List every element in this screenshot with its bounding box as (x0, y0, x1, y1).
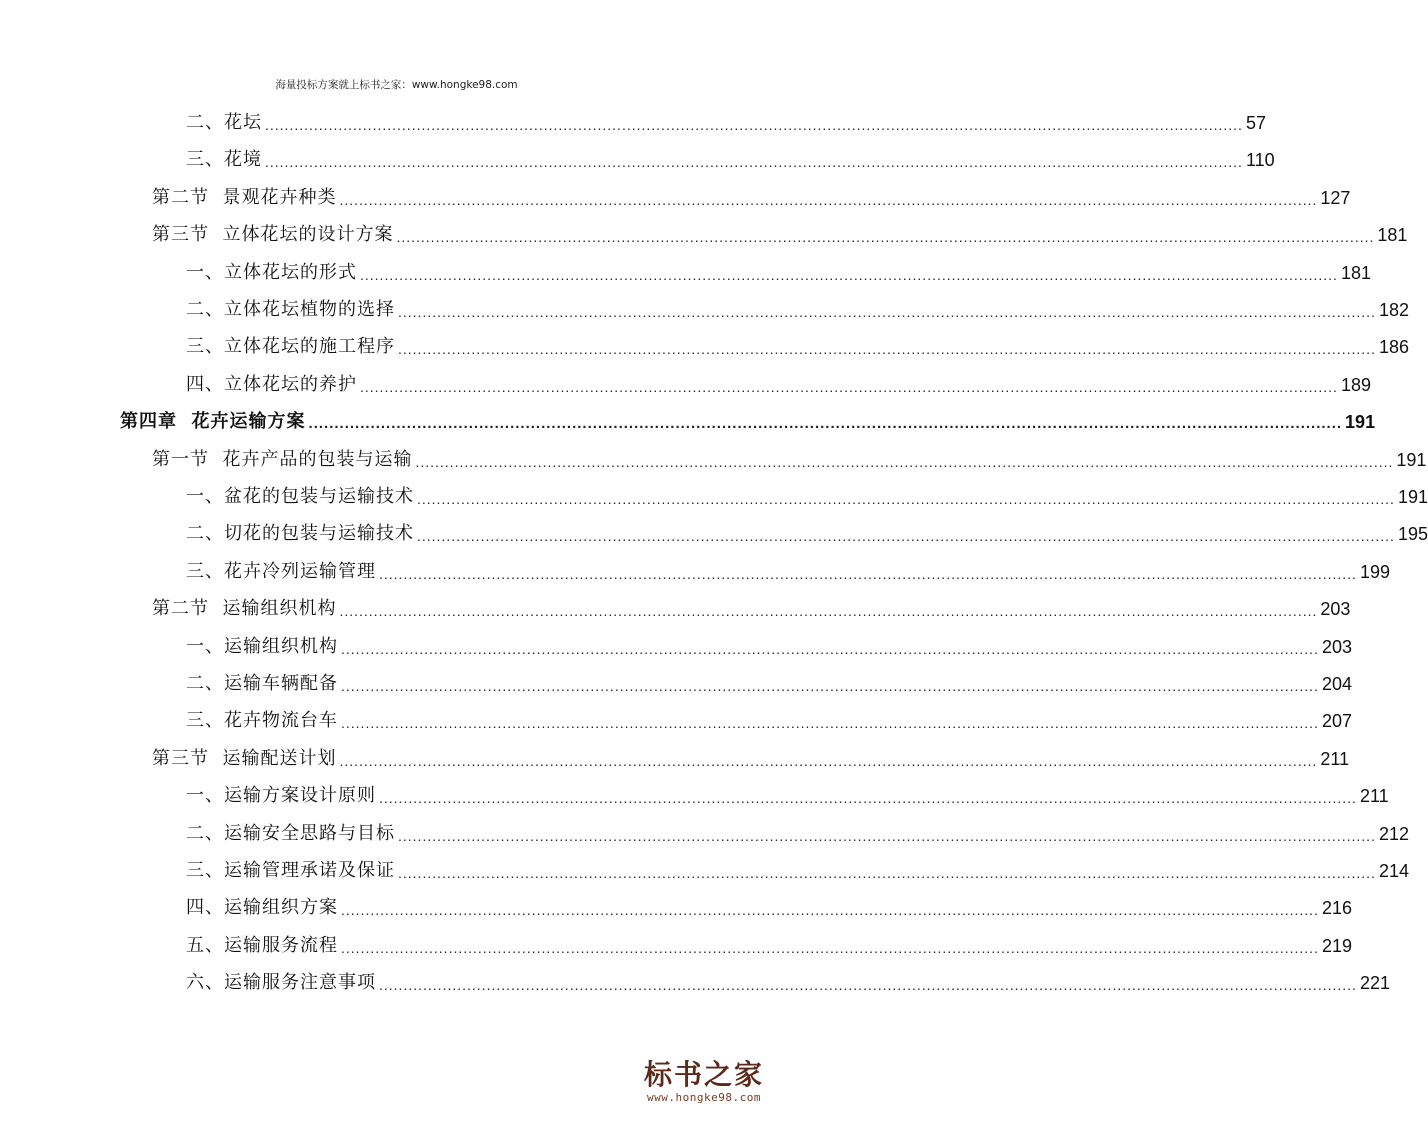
toc-entry-item[interactable] (186, 702, 1352, 732)
toc-entry-page-number: 195 (1397, 524, 1428, 545)
toc-entry-page-number: 191 (1397, 487, 1428, 507)
toc-entry-section[interactable] (152, 441, 1427, 471)
toc-leader-dots: ........................................................................................................................................................................................................ (396, 229, 1375, 246)
toc-entry-page-number: 211 (1320, 748, 1350, 769)
toc-entry-item[interactable] (186, 777, 1389, 807)
toc-entry-page-number: 191 (1345, 412, 1376, 433)
toc-entry-section[interactable] (152, 740, 1350, 770)
toc-leader-dots: ........................................................................................................................................................................................................ (398, 865, 1376, 881)
toc-entry-label: 一、运输组织机构 (186, 635, 338, 657)
toc-leader-dots: ........................................................................................................................................................................................................ (341, 715, 1319, 732)
toc-entry-section[interactable] (152, 590, 1351, 620)
toc-entry-label: 三、花境 (186, 149, 262, 171)
toc-entry-item[interactable] (186, 366, 1371, 396)
toc-entry-label: 四、立体花坛的养护 (186, 373, 357, 395)
toc-leader-dots: ........................................................................................................................................................................................................ (379, 977, 1357, 994)
toc-entry-item[interactable] (186, 141, 1275, 171)
toc-entry-page-number: 221 (1359, 973, 1390, 994)
toc-leader-dots: ........................................................................................................................................................................................................ (415, 453, 1394, 470)
page-header: 海量投标方案就上标书之家：www.hongke98.com (275, 79, 518, 91)
toc-entry-item[interactable] (186, 628, 1352, 658)
toc-entry-page-number: 199 (1359, 561, 1390, 582)
toc-leader-dots: ........................................................................................................................................................................................................ (379, 565, 1357, 582)
toc-entry-page-number: 189 (1340, 374, 1371, 395)
toc-entry-item[interactable] (186, 478, 1428, 508)
toc-leader-dots: ........................................................................................................................................................................................................ (417, 528, 1395, 545)
toc-entry-item[interactable] (186, 328, 1409, 358)
toc-leader-dots: ........................................................................................................................................................................................................ (379, 790, 1357, 807)
toc-leader-dots: ........................................................................................................................................................................................................ (339, 752, 1318, 769)
toc-entry-label: 一、运输方案设计原则 (186, 785, 376, 807)
toc-leader-dots: ........................................................................................................................................................................................................ (339, 191, 1318, 208)
toc-entry-page-number: 186 (1378, 337, 1409, 358)
toc-entry-label: 二、花坛 (186, 112, 262, 133)
toc-leader-dots: ........................................................................................................................................................................................................ (265, 117, 1243, 133)
toc-entry-item[interactable] (186, 665, 1352, 695)
logo-text: 标书之家 (643, 1058, 764, 1091)
toc-entry-item[interactable] (186, 553, 1390, 583)
toc-leader-dots: ........................................................................................................................................................................................................ (398, 827, 1376, 844)
toc-entry-label: 第二节 景观花卉种类 (152, 186, 337, 208)
toc-entry-page-number: 214 (1378, 861, 1409, 881)
toc-leader-dots: ........................................................................................................................................................................................................ (341, 640, 1319, 657)
toc-entry-page-number: 203 (1320, 599, 1351, 620)
toc-entry-label: 三、花卉物流台车 (186, 710, 338, 732)
toc-entry-label: 一、立体花坛的形式 (186, 261, 357, 283)
toc-leader-dots: ........................................................................................................................................................................................................ (398, 304, 1376, 320)
toc-entry-page-number: 191 (1396, 449, 1427, 470)
toc-entry-chapter[interactable] (120, 403, 1376, 433)
toc-entry-label: 六、运输服务注意事项 (186, 972, 376, 994)
toc-entry-page-number: 216 (1321, 898, 1352, 919)
toc-entry-label: 第一节 花卉产品的包装与运输 (152, 448, 413, 470)
toc-leader-dots: ........................................................................................................................................................................................................ (417, 491, 1395, 507)
toc-entry-label: 三、运输管理承诺及保证 (186, 860, 395, 881)
toc-entry-item[interactable] (186, 889, 1352, 919)
toc-entry-item[interactable] (186, 964, 1390, 994)
toc-entry-page-number: 181 (1340, 262, 1371, 283)
toc-leader-dots: ........................................................................................................................................................................................................ (341, 939, 1319, 956)
toc-entry-page-number: 181 (1377, 225, 1408, 246)
toc-entry-label: 三、花卉冷列运输管理 (186, 560, 376, 582)
toc-entry-label: 第二节 运输组织机构 (152, 598, 337, 620)
toc-entry-item[interactable] (186, 515, 1428, 545)
toc-entry-page-number: 207 (1321, 711, 1352, 732)
toc-entry-label: 第四章 花卉运输方案 (120, 411, 306, 433)
toc-entry-label: 二、切花的包装与运输技术 (186, 523, 414, 545)
toc-entry-page-number: 212 (1378, 823, 1409, 844)
toc-entry-page-number: 204 (1321, 674, 1352, 694)
toc-entry-item[interactable] (186, 104, 1266, 134)
logo (629, 1059, 779, 1104)
toc-entry-section[interactable] (152, 179, 1351, 209)
toc-entry-page-number: 182 (1378, 300, 1409, 320)
toc-leader-dots: ........................................................................................................................................................................................................ (360, 378, 1338, 395)
toc-leader-dots: ........................................................................................................................................................................................................ (339, 603, 1318, 620)
toc-entry-label: 第三节 立体花坛的设计方案 (152, 224, 394, 246)
toc-entry-label: 二、运输安全思路与目标 (186, 822, 395, 844)
toc-entry-label: 第三节 运输配送计划 (152, 747, 337, 769)
toc-leader-dots: ........................................................................................................................................................................................................ (308, 415, 1343, 433)
toc-leader-dots: ........................................................................................................................................................................................................ (265, 154, 1243, 171)
toc-leader-dots: ........................................................................................................................................................................................................ (398, 341, 1376, 358)
toc-entry-page-number: 57 (1245, 113, 1266, 133)
toc-entry-page-number: 219 (1321, 935, 1352, 956)
toc-entry-item[interactable] (186, 291, 1409, 321)
toc-entry-item[interactable] (186, 254, 1371, 284)
toc-entry-page-number: 211 (1359, 786, 1389, 807)
toc-entry-label: 二、立体花坛植物的选择 (186, 299, 395, 320)
toc-leader-dots: ........................................................................................................................................................................................................ (341, 678, 1319, 694)
toc-leader-dots: ........................................................................................................................................................................................................ (360, 266, 1338, 283)
toc-entry-item[interactable] (186, 927, 1352, 957)
toc-entry-label: 四、运输组织方案 (186, 897, 338, 919)
toc-entry-item[interactable] (186, 815, 1409, 845)
toc-entry-page-number: 110 (1245, 150, 1275, 171)
logo-url: www.hongke98.com (647, 1091, 761, 1104)
toc-entry-label: 一、盆花的包装与运输技术 (186, 486, 414, 507)
toc-entry-item[interactable] (186, 852, 1409, 882)
toc-leader-dots: ........................................................................................................................................................................................................ (341, 902, 1319, 919)
toc-entry-label: 三、立体花坛的施工程序 (186, 336, 395, 358)
toc-entry-section[interactable] (152, 216, 1408, 246)
toc-entry-page-number: 127 (1320, 187, 1351, 208)
toc-entry-label: 五、运输服务流程 (186, 934, 338, 956)
toc-entry-page-number: 203 (1321, 636, 1352, 657)
toc-entry-label: 二、运输车辆配备 (186, 673, 338, 694)
